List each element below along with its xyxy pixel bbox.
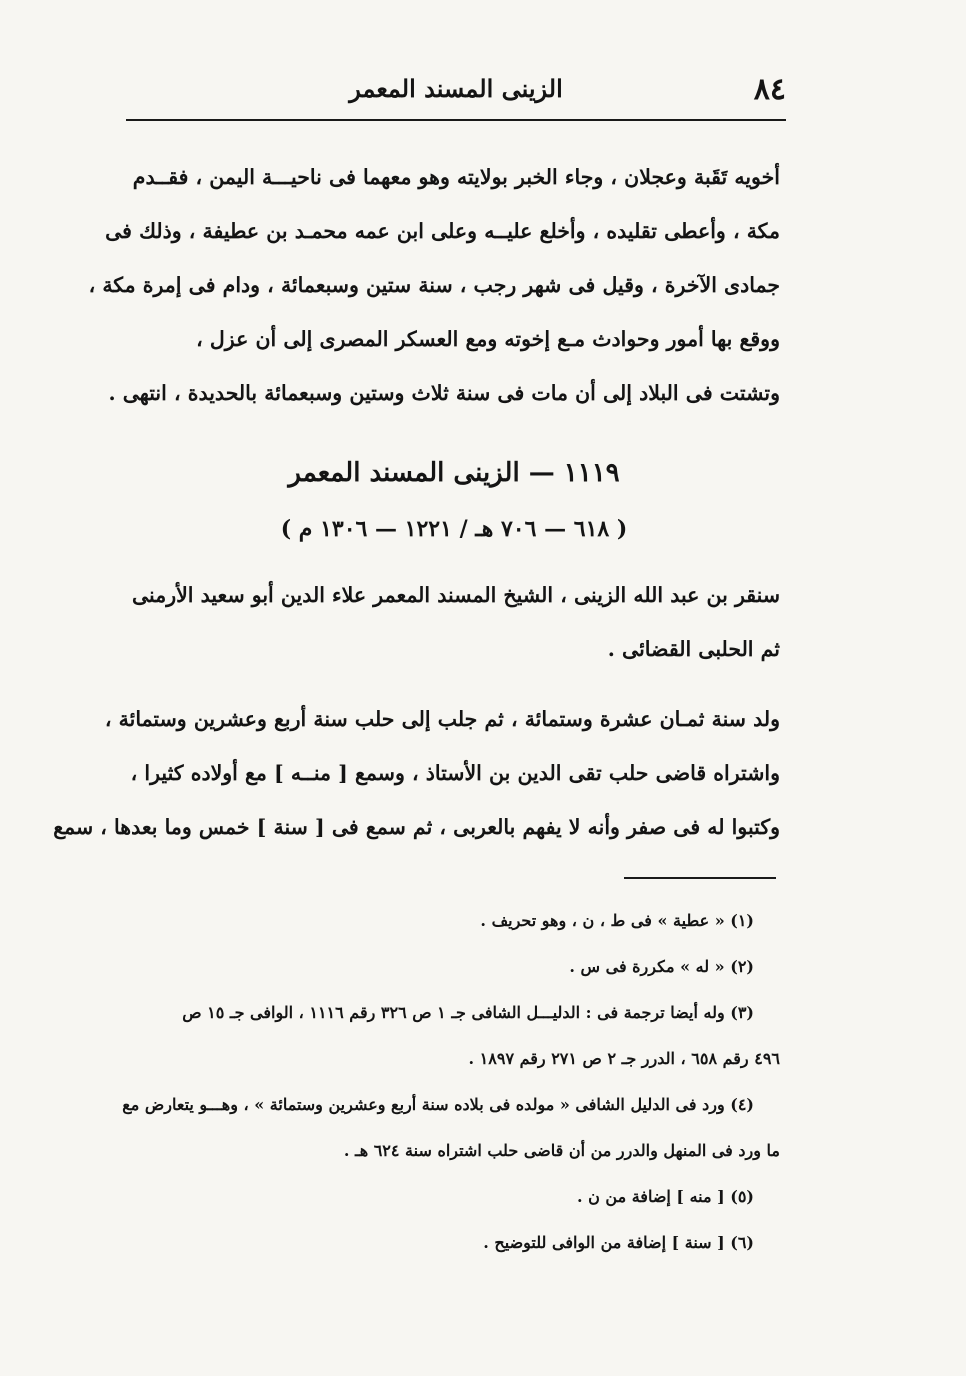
page-header — [126, 66, 786, 118]
text-line: وتشتت فى البلاد إلى أن مات فى سنة ثلاث وستين وسبعمائة بالحديدة ، انتهى . — [108, 381, 780, 405]
header-rule — [126, 119, 786, 121]
footnote-line: (٤) ورد فى الدليل الشافى « مولده فى بلاده سنة أربع وعشرين وستمائة » ، وهـــو يتعارض مع — [122, 1095, 754, 1114]
running-title: الزينى المسند المعمر — [349, 74, 563, 103]
text-line: ثم الحلبى القضائى . — [607, 637, 780, 661]
entry-paragraph-1 — [128, 568, 780, 676]
footnote-line: (٦) [ سنة ] إضافة من الوافى للتوضيح . — [483, 1233, 754, 1252]
footnote-line: (٥) [ منه ] إضافة من ن . — [576, 1187, 754, 1206]
footnotes — [122, 898, 780, 1266]
footnote-line: (٢) « له » مكررة فى س . — [569, 957, 754, 976]
text-line: سنقر بن عبد الله الزينى ، الشيخ المسند المعمر علاء الدين أبو سعيد الأرمنى — [131, 583, 780, 607]
entry-dates: ( ٦١٨ — ٧٠٦ هـ / ١٢٢١ — ١٣٠٦ م ) — [280, 516, 628, 542]
text-line: واشتراه قاضى حلب تقى الدين بن الأستاذ ، وسمع [ منــه ] مع أولاده كثيرا ، — [130, 761, 780, 785]
footnote-line: (١) « عطية » فى ط ، ن ، وهو تحريف . — [480, 911, 754, 930]
footnote-line: ما ورد فى المنهل والدرر من أن قاضى حلب اشتراه سنة ٦٢٤ هـ . — [343, 1141, 780, 1160]
previous-entry-paragraph — [88, 150, 780, 420]
text-line: وكتبوا له فى صفر وأنه لا يفهم بالعربى ، ثم سمع فى [ سنة ] خمس وما بعدها ، سمع — [53, 815, 780, 839]
text-line: ولد سنة ثمـان عشرة وستمائة ، ثم جلب إلى حلب سنة أربع وعشرين وستمائة ، — [104, 707, 780, 731]
text-line: ووقع بها أمور وحوادث مـع إخوته ومع العسكر المصرى إلى أن عزل ، — [196, 327, 780, 351]
footnote-rule — [624, 877, 776, 879]
entry-paragraph-2 — [53, 692, 780, 854]
entry-heading: ١١١٩ — الزينى المسند المعمر — [288, 458, 620, 488]
footnote-line: ٤٩٦ رقم ٦٥٨ ، الدرر جـ ٢ ص ٢٧١ رقم ١٨٩٧ . — [468, 1049, 780, 1068]
text-line: جمادى الآخرة ، وقيل فى شهر رجب ، سنة ستين وسبعمائة ، ودام فى إمرة مكة ، — [88, 273, 780, 297]
page-number: ٨٤ — [753, 72, 786, 107]
text-line: أخويه تَقَبة وعجلان ، وجاء الخبر بولايته وهو معهما فى ناحيـــة اليمن ، فقــدم — [132, 165, 780, 189]
text-line: مكة ، وأعطى تقليده ، وأخلع عليــه وعلى ابن عمه محمـد بن عطيفة ، وذلك فى — [105, 219, 780, 243]
footnote-line: (٣) وله أيضا ترجمة فى : الدليـــل الشافى جـ ١ ص ٣٢٦ رقم ١١١٦ ، الوافى جـ ١٥ ص — [182, 1003, 754, 1022]
